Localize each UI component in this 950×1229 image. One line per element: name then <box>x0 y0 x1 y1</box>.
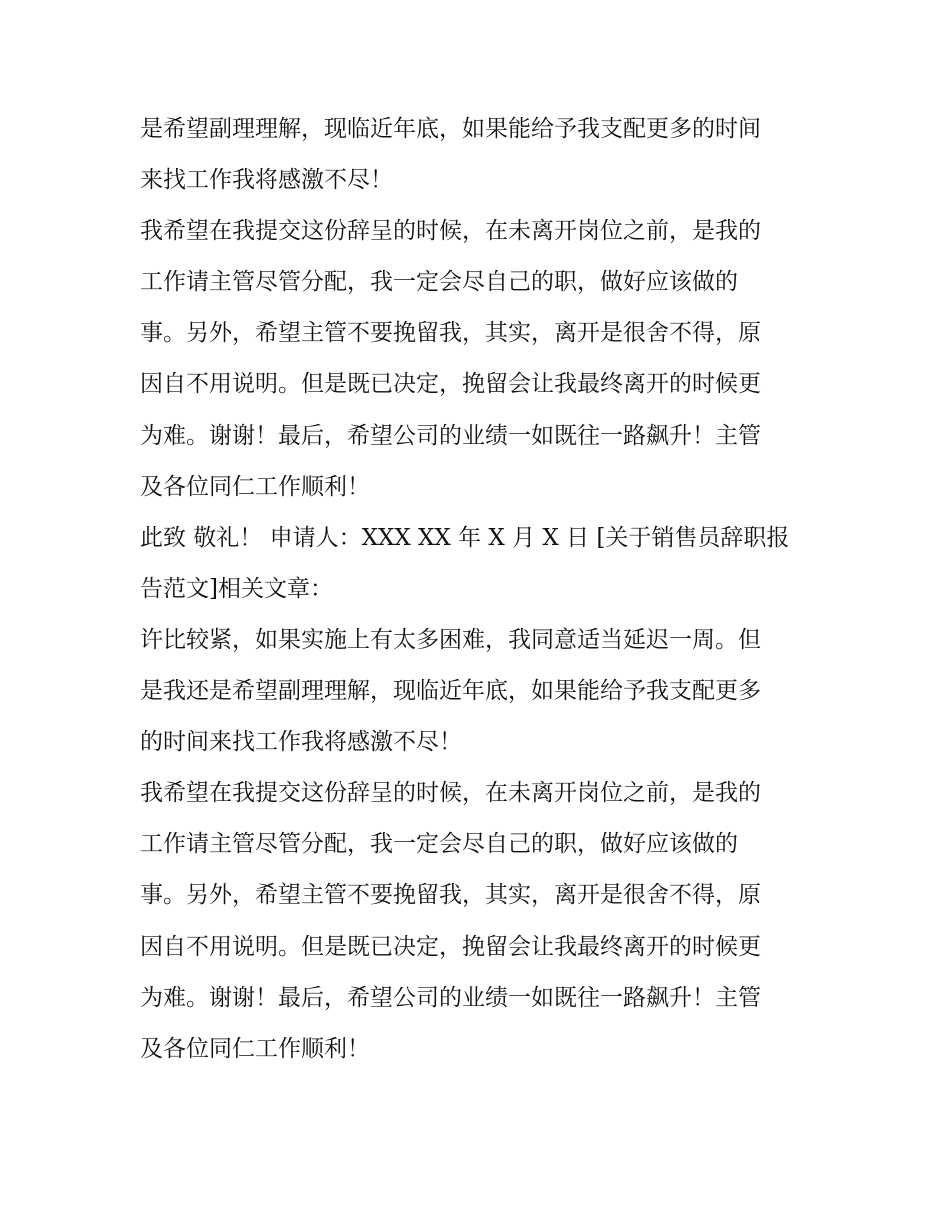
text-line: 是希望副理理解，现临近年底，如果能给予我支配更多的时间 <box>140 116 761 142</box>
text-line: 我希望在我提交这份辞呈的时候，在未离开岗位之前，是我的 <box>140 780 761 807</box>
text-line: 许比较紧，如果实施上有太多困难，我同意适当延迟一周。但 <box>140 626 761 653</box>
text-line: 及各位同仁工作顺利！ <box>140 1035 370 1062</box>
text-line: 此致 敬礼！ 申请人：XXX XX 年 X 月 X 日 [关于销售员辞职报 <box>140 524 790 551</box>
text-line: 工作请主管尽管分配，我一定会尽自己的职，做好应该做的 <box>140 269 738 296</box>
text-line: 我希望在我提交这份辞呈的时候，在未离开岗位之前，是我的 <box>140 218 761 245</box>
text-line: 因自不用说明。但是既已决定，挽留会让我最终离开的时候更 <box>140 371 761 398</box>
text-line: 是我还是希望副理理解，现临近年底，如果能给予我支配更多 <box>140 678 761 705</box>
text-line: 事。另外，希望主管不要挽留我，其实，离开是很舍不得，原 <box>140 320 761 347</box>
text-line: 来找工作我将感激不尽！ <box>140 167 393 194</box>
text-line: 工作请主管尽管分配，我一定会尽自己的职，做好应该做的 <box>140 831 738 858</box>
text-line: 及各位同仁工作顺利！ <box>140 473 370 500</box>
text-line: 的时间来找工作我将感激不尽！ <box>140 729 462 756</box>
text-line: 因自不用说明。但是既已决定，挽留会让我最终离开的时候更 <box>140 933 761 960</box>
text-line: 告范文]相关文章： <box>140 575 333 602</box>
text-line: 为难。谢谢！最后，希望公司的业绩一如既往一路飙升！主管 <box>140 984 761 1011</box>
document-body <box>140 104 830 1075</box>
text-line: 为难。谢谢！最后，希望公司的业绩一如既往一路飙升！主管 <box>140 422 761 449</box>
text-line: 事。另外，希望主管不要挽留我，其实，离开是很舍不得，原 <box>140 882 761 909</box>
